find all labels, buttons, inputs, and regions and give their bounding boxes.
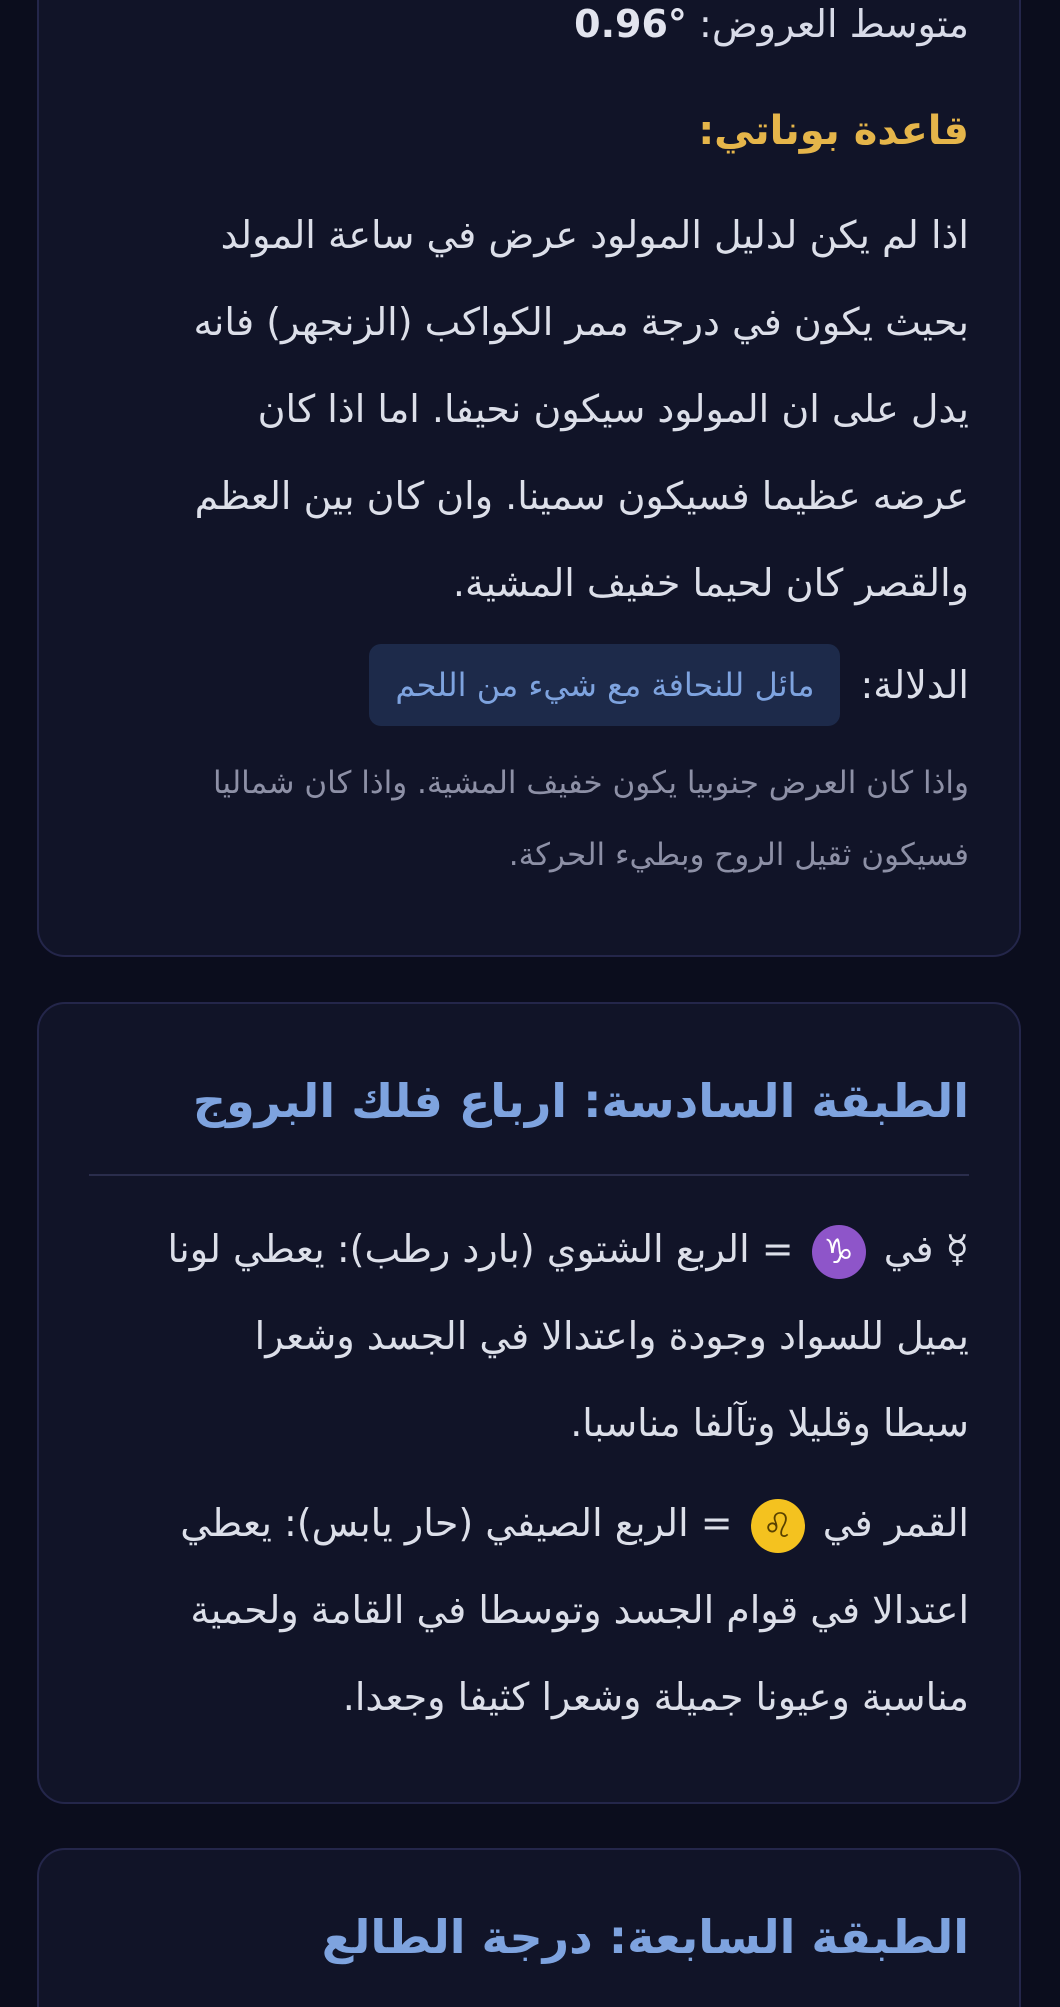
moon-leo-paragraph: [89, 1480, 969, 1741]
rule-note: [89, 747, 969, 891]
paragraph-line: سبطا وقليلا وتآلفا مناسبا.: [570, 1401, 969, 1445]
average-latitude-label: متوسط العروض:: [699, 2, 969, 46]
paragraph-text: = الربع الشتوي (بارد رطب): يعطي لونا: [167, 1227, 794, 1271]
bonatti-rule-text: [89, 192, 969, 627]
rule-text-line: والقصر كان لحيما خفيف المشية.: [452, 561, 969, 605]
rule-text-line: بحيث يكون في درجة ممر الكواكب (الزنجهر) فانه: [193, 300, 969, 344]
rule-text-line: عرضه عظيما فسيكون سمينا. وان كان بين العظم: [194, 474, 969, 518]
rule-card: [37, 0, 1021, 957]
zodiac-quadrants-card: [37, 1002, 1021, 1804]
paragraph-line: [89, 1206, 969, 1293]
average-latitude-value: 0.96°: [574, 2, 687, 46]
meaning-badge: مائل للنحافة مع شيء من اللحم: [369, 644, 840, 726]
section-title-seventh: الطبقة السابعة: درجة الطالع: [321, 1910, 969, 1964]
rule-text-line: يدل على ان المولود سيكون نحيفا. اما اذا كان: [257, 387, 969, 431]
paragraph-line: يميل للسواد وجودة واعتدالا في الجسد وشعرا: [254, 1314, 969, 1358]
section-divider: [89, 1174, 969, 1176]
mercury-icon: ☿: [945, 1227, 969, 1271]
bonatti-rule-title: قاعدة بوناتي:: [698, 108, 969, 154]
paragraph-line: اعتدالا في قوام الجسد وتوسطا في القامة ولحمية: [190, 1588, 969, 1632]
paragraph-line: [89, 1480, 969, 1567]
paragraph-line: مناسبة وعيونا جميلة وشعرا كثيفا وجعدا.: [342, 1675, 969, 1719]
average-latitude-line: [89, 2, 969, 46]
note-line: واذا كان العرض جنوبيا يكون خفيف المشية. واذا كان شماليا: [212, 765, 969, 801]
meaning-row: [89, 644, 969, 726]
capricorn-icon: ♑: [812, 1225, 866, 1279]
paragraph-text: = الربع الصيفي (حار يابس): يعطي: [180, 1501, 733, 1545]
section-title-sixth: الطبقة السادسة: ارباع فلك البروج: [192, 1074, 969, 1128]
paragraph-subject: القمر في: [822, 1501, 969, 1545]
ascendant-degree-card: [37, 1848, 1021, 2007]
note-line: فسيكون ثقيل الروح وبطيء الحركة.: [508, 837, 969, 873]
in-word: في: [883, 1227, 934, 1271]
mercury-capricorn-paragraph: [89, 1206, 969, 1467]
leo-icon: ♌: [751, 1499, 805, 1553]
rule-text-line: اذا لم يكن لدليل المولود عرض في ساعة المولد: [220, 213, 969, 257]
meaning-label: الدلالة:: [860, 663, 969, 707]
